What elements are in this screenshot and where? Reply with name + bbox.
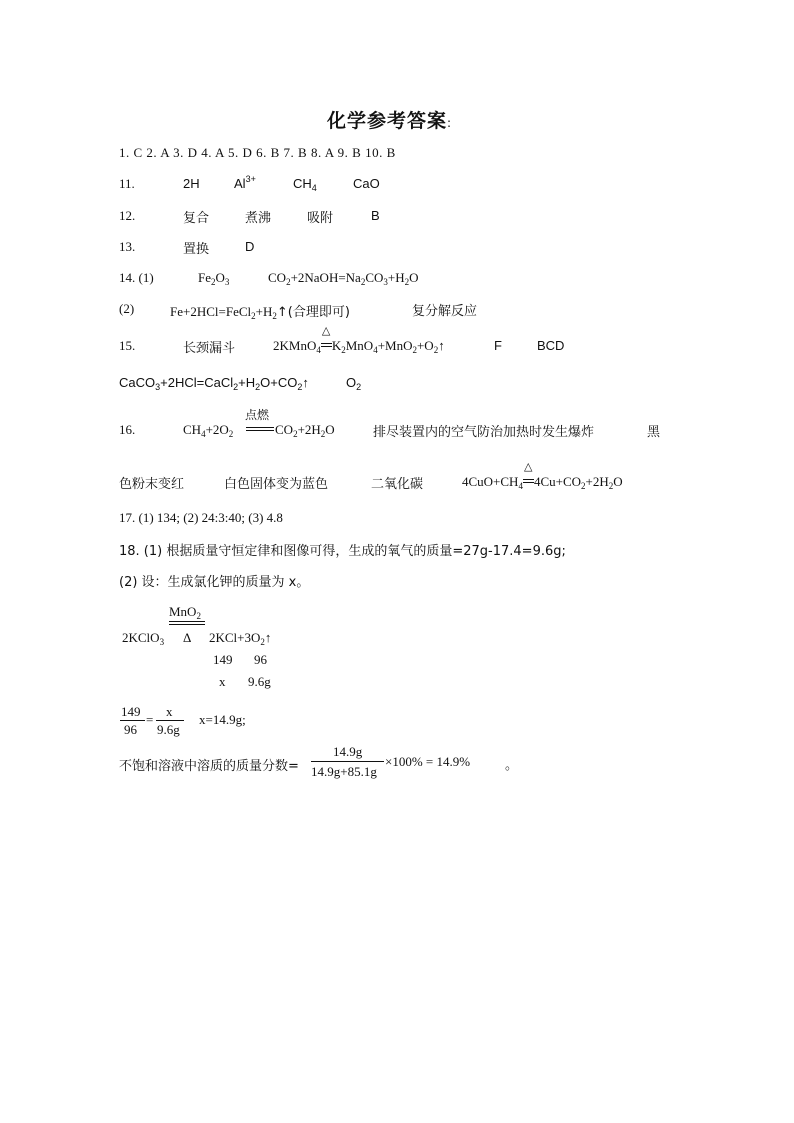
q16-reason: 排尽装置内的空气防治加热时发生爆炸 [373, 425, 595, 440]
q16-phenomenon-1b: 色粉末变红 [119, 477, 185, 492]
q18-catalyst: MnO$_2$ [169, 604, 201, 621]
catalyst-line-bottom [169, 624, 205, 625]
heat-condition: △ [321, 325, 331, 337]
q18-final-label: 不饱和溶液中溶质的质量分数= [119, 759, 299, 774]
q16-equation-left: $CH_4+2O_2$ [183, 422, 234, 439]
q15-number: 15. [119, 338, 136, 353]
q14-answer-1: $Fe_2O_3$ [198, 270, 230, 287]
q18-heat-symbol: Δ [183, 630, 192, 645]
q12-answer-3: 吸附 [307, 211, 334, 226]
q16-equation-right: $CO_2+2H_2O$ [275, 422, 335, 439]
q14-number: 14. (1) [119, 270, 154, 285]
q14-reaction-type: 复分解反应 [412, 304, 478, 319]
q18-result: x=14.9g; [199, 712, 246, 727]
q13-answer-1: 置换 [183, 242, 210, 257]
q11-answer-1: 2H [183, 176, 200, 191]
title-colon: : [447, 116, 453, 130]
q18-final-tail: ×100% = 14.9% [385, 754, 471, 769]
q18-final-numerator: 14.9g [333, 744, 363, 759]
page-title [327, 106, 452, 133]
q18-final-denominator: 14.9g+85.1g [311, 764, 377, 779]
q18-var-1: x [219, 674, 226, 689]
q15-answer-1: 长颈漏斗 [183, 341, 236, 356]
q16-product: 二氧化碳 [371, 477, 424, 492]
q18-equation-left: 2KClO$_3$ [122, 630, 165, 647]
q15-answer-4: BCD [537, 338, 565, 353]
q14-equation-1: $CO_2+2NaOH=Na_2CO_3+H_2O$ [268, 270, 419, 287]
q15-equation-2: $CaCO_3+2HCl=CaCl_2+H_2O+CO_2↑$ [119, 375, 309, 392]
q18-var-2: 9.6g [248, 674, 271, 689]
q18-frac1-denominator: 96 [124, 722, 137, 737]
q16-phenomenon-1a: 黑 [647, 425, 661, 440]
q16-phenomenon-2: 白色固体变为蓝色 [224, 477, 329, 492]
q18-frac1-numerator: 149 [121, 704, 141, 719]
q15-answer-3: F [494, 338, 502, 353]
q13-number: 13. [119, 239, 136, 254]
q12-number: 12. [119, 208, 136, 223]
equation-line-bottom [246, 430, 274, 431]
q11-number: 11. [119, 176, 135, 191]
q18-line-1: 18. (1) 根据质量守恒定律和图像可得，生成的氧气的质量=27g-17.4=9.6g; [119, 544, 566, 559]
q18-frac2-numerator: x [166, 704, 173, 719]
q11-answer-2: $Al^{3+}$ [234, 174, 256, 191]
q15-gas: $O_2$ [346, 375, 362, 392]
q16-equation-2: $4CuO+CH_4$ △ $4Cu+CO_2+2H_2O$ [462, 461, 623, 491]
q16-number: 16. [119, 422, 136, 437]
q18-frac1-bar [120, 720, 145, 721]
q18-frac2-denominator: 9.6g [157, 722, 180, 737]
q13-answer-2: D [245, 239, 255, 254]
q18-final-end: 。 [505, 758, 519, 773]
q18-molar-mass-1: 149 [213, 652, 233, 667]
q14-equation-2: $Fe+2HCl=FeCl_2+H_2↑$(合理即可) [170, 304, 350, 321]
answers-1-10: 1. C 2. A 3. D 4. A 5. D 6. B 7. B 8. A 9. B 10. B [119, 145, 396, 160]
q15-equation-1: 2KMnO$_4$ △ $K_2MnO_4+MnO_2+O_2↑$ [273, 325, 445, 355]
heat-condition-2: △ [523, 461, 533, 473]
q12-answer-1: 复合 [183, 211, 210, 226]
q18-frac2-bar [156, 720, 184, 721]
q18-final-bar [311, 761, 384, 762]
q18-equals: = [146, 712, 154, 727]
catalyst-line-top [169, 621, 205, 622]
title-text: 化学参考答案 [327, 110, 448, 132]
q12-answer-4: B [371, 208, 380, 223]
ignition-condition: 点燃 [245, 408, 270, 422]
q18-molar-mass-2: 96 [254, 652, 267, 667]
q14-part2-label: (2) [119, 301, 135, 316]
q12-answer-2: 煮沸 [245, 211, 272, 226]
q17-answers: 17. (1) 134; (2) 24:3:40; (3) 4.8 [119, 510, 283, 525]
q18-line-2: (2) 设：生成氯化钾的质量为 x。 [119, 575, 310, 590]
q11-answer-4: CaO [353, 176, 380, 191]
q18-equation-right: $2KCl+3O_2↑$ [209, 630, 272, 647]
q11-answer-3: $CH_4$ [293, 176, 317, 193]
equation-line-top [246, 427, 274, 428]
